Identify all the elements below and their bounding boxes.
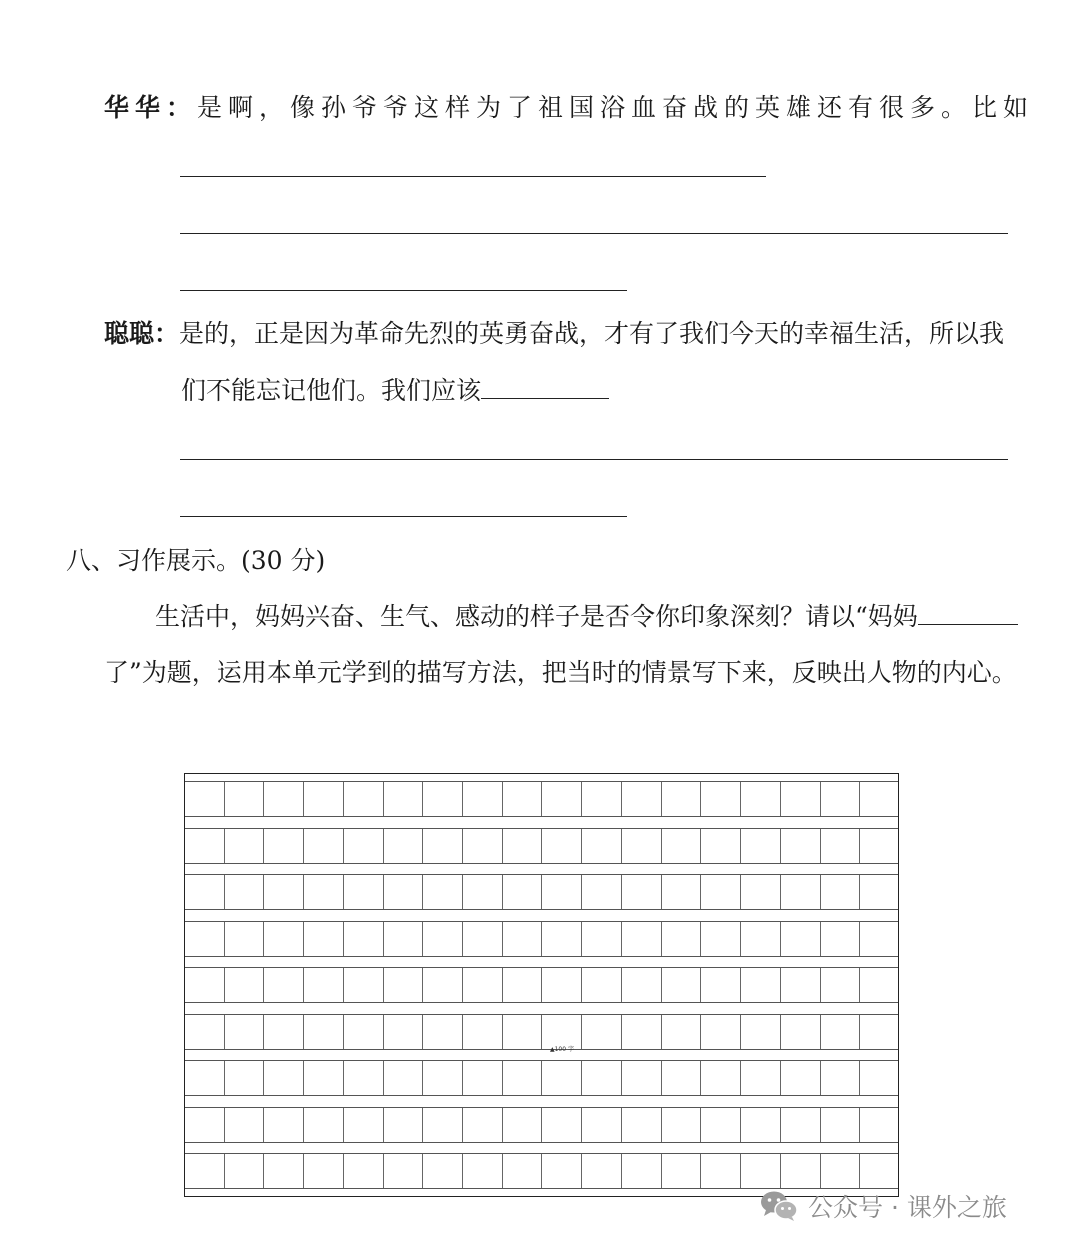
writing-grid[interactable] [184, 773, 899, 1197]
grid-cell[interactable] [662, 1108, 702, 1142]
grid-cell[interactable] [582, 968, 622, 1002]
grid-cell[interactable] [781, 782, 821, 816]
grid-cell[interactable] [622, 1061, 662, 1095]
grid-cell[interactable] [423, 875, 463, 909]
grid-cell[interactable] [225, 968, 265, 1002]
grid-cell[interactable] [344, 1015, 384, 1049]
grid-cell[interactable] [463, 875, 503, 909]
grid-cell[interactable] [304, 782, 344, 816]
grid-cell[interactable] [304, 829, 344, 863]
grid-cell[interactable] [384, 829, 424, 863]
grid-cell[interactable] [741, 1015, 781, 1049]
grid-cell[interactable] [264, 829, 304, 863]
grid-cell[interactable] [662, 829, 702, 863]
grid-cell[interactable] [503, 829, 543, 863]
grid-cell[interactable] [741, 968, 781, 1002]
grid-cell[interactable] [701, 782, 741, 816]
grid-cell[interactable] [304, 922, 344, 956]
grid-cell[interactable] [423, 1061, 463, 1095]
grid-cell[interactable] [741, 1108, 781, 1142]
grid-cell[interactable] [264, 875, 304, 909]
grid-cell[interactable] [423, 1015, 463, 1049]
grid-cell[interactable] [304, 1154, 344, 1188]
grid-cell[interactable] [821, 1108, 861, 1142]
grid-cell[interactable] [384, 1108, 424, 1142]
grid-row [185, 967, 898, 1003]
speaker-huahua: 华华： [104, 93, 198, 122]
grid-cell[interactable] [344, 829, 384, 863]
grid-cell[interactable] [821, 829, 861, 863]
grid-cell[interactable] [781, 922, 821, 956]
grid-cell[interactable] [304, 875, 344, 909]
grid-cell[interactable] [662, 1015, 702, 1049]
wechat-icon [760, 1190, 798, 1222]
grid-row [185, 1153, 898, 1189]
grid-cell[interactable] [264, 1154, 304, 1188]
grid-cell[interactable] [384, 1061, 424, 1095]
grid-cell[interactable] [622, 1108, 662, 1142]
grid-cell[interactable] [781, 1061, 821, 1095]
grid-row [185, 1060, 898, 1096]
grid-cell[interactable] [741, 829, 781, 863]
grid-cell[interactable] [503, 1154, 543, 1188]
grid-cell[interactable] [423, 968, 463, 1002]
grid-cell[interactable] [701, 1108, 741, 1142]
answer-line-huahua-3[interactable] [180, 290, 627, 291]
grid-cell[interactable] [185, 875, 225, 909]
grid-cell[interactable] [423, 829, 463, 863]
answer-line-congcong-2[interactable] [180, 516, 627, 517]
grid-cell[interactable] [384, 782, 424, 816]
prompt-line-2: 了”为题，运用本单元学到的描写方法，把当时的情景写下来，反映出人物的内心。 [104, 658, 1017, 687]
grid-cell[interactable] [701, 1015, 741, 1049]
grid-cell[interactable] [860, 829, 899, 863]
grid-cell[interactable] [185, 1108, 225, 1142]
grid-cell[interactable] [860, 922, 899, 956]
grid-cell[interactable] [344, 875, 384, 909]
grid-cell[interactable] [781, 1108, 821, 1142]
grid-cell[interactable] [860, 968, 899, 1002]
congcong-text-2: 们不能忘记他们。我们应该 [181, 376, 482, 405]
grid-cell[interactable] [503, 1061, 543, 1095]
grid-cell[interactable] [225, 1154, 265, 1188]
watermark-text: 公众号 · 课外之旅 [808, 1193, 1007, 1222]
grid-cell[interactable] [582, 1108, 622, 1142]
grid-cell[interactable] [503, 875, 543, 909]
grid-cell[interactable] [542, 1154, 582, 1188]
answer-line-huahua-2[interactable] [180, 233, 1008, 234]
grid-cell[interactable] [542, 1061, 582, 1095]
grid-cell[interactable] [264, 1108, 304, 1142]
grid-cell[interactable] [781, 1015, 821, 1049]
grid-cell[interactable] [344, 1154, 384, 1188]
grid-cell[interactable] [662, 1061, 702, 1095]
congcong-text-1: 是的，正是因为革命先烈的英勇奋战，才有了我们今天的幸福生活，所以我 [179, 319, 1005, 348]
grid-cell[interactable] [542, 1015, 582, 1049]
grid-cell[interactable] [622, 1015, 662, 1049]
title-blank[interactable] [918, 602, 1018, 625]
grid-cell[interactable] [185, 829, 225, 863]
grid-cell[interactable] [860, 1061, 899, 1095]
grid-row [185, 781, 898, 817]
grid-row [185, 828, 898, 864]
grid-cell[interactable] [463, 1015, 503, 1049]
grid-cell[interactable] [344, 782, 384, 816]
word-count-marker: ▲100 字 [550, 1046, 574, 1053]
grid-cell[interactable] [225, 922, 265, 956]
grid-cell[interactable] [622, 829, 662, 863]
grid-cell[interactable] [423, 922, 463, 956]
grid-cell[interactable] [662, 782, 702, 816]
answer-line-congcong-1[interactable] [180, 459, 1008, 460]
grid-cell[interactable] [662, 968, 702, 1002]
grid-cell[interactable] [503, 1108, 543, 1142]
grid-cell[interactable] [225, 1061, 265, 1095]
grid-cell[interactable] [542, 875, 582, 909]
grid-cell[interactable] [582, 875, 622, 909]
grid-row [185, 874, 898, 910]
grid-cell[interactable] [821, 968, 861, 1002]
grid-cell[interactable] [384, 1015, 424, 1049]
grid-cell[interactable] [225, 875, 265, 909]
grid-cell[interactable] [463, 968, 503, 1002]
grid-cell[interactable] [741, 1061, 781, 1095]
grid-cell[interactable] [701, 875, 741, 909]
grid-cell[interactable] [542, 782, 582, 816]
grid-cell[interactable] [423, 782, 463, 816]
grid-cell[interactable] [741, 782, 781, 816]
grid-cell[interactable] [781, 875, 821, 909]
grid-cell[interactable] [384, 1154, 424, 1188]
grid-cell[interactable] [264, 968, 304, 1002]
grid-cell[interactable] [622, 922, 662, 956]
grid-cell[interactable] [185, 1015, 225, 1049]
grid-cell[interactable] [503, 922, 543, 956]
grid-cell[interactable] [622, 968, 662, 1002]
grid-cell[interactable] [582, 829, 622, 863]
grid-cell[interactable] [860, 875, 899, 909]
grid-cell[interactable] [264, 1015, 304, 1049]
grid-cell[interactable] [821, 875, 861, 909]
grid-cell[interactable] [185, 922, 225, 956]
grid-cell[interactable] [463, 922, 503, 956]
grid-row [185, 921, 898, 957]
grid-cell[interactable] [264, 782, 304, 816]
grid-cell[interactable] [622, 1154, 662, 1188]
grid-cell[interactable] [582, 782, 622, 816]
grid-cell[interactable] [662, 922, 702, 956]
answer-line-huahua-1[interactable] [180, 176, 766, 177]
grid-cell[interactable] [781, 1154, 821, 1188]
grid-cell[interactable] [542, 829, 582, 863]
grid-cell[interactable] [701, 1154, 741, 1188]
grid-cell[interactable] [582, 1061, 622, 1095]
grid-cell[interactable] [622, 782, 662, 816]
grid-cell[interactable] [860, 1015, 899, 1049]
grid-cell[interactable] [463, 1061, 503, 1095]
grid-cell[interactable] [582, 1154, 622, 1188]
grid-cell[interactable] [860, 1108, 899, 1142]
grid-cell[interactable] [741, 922, 781, 956]
grid-cell[interactable] [781, 829, 821, 863]
prompt-line-1 [155, 601, 1018, 633]
huahua-text: 是啊，像孙爷爷这样为了祖国浴血奋战的英雄还有很多。比如 [197, 93, 1035, 122]
grid-cell[interactable] [463, 1154, 503, 1188]
grid-cell[interactable] [225, 829, 265, 863]
grid-cell[interactable] [423, 1108, 463, 1142]
grid-cell[interactable] [741, 875, 781, 909]
grid-cell[interactable] [304, 1015, 344, 1049]
prompt-text-1: 生活中，妈妈兴奋、生气、感动的样子是否令你印象深刻？请以“妈妈 [155, 602, 918, 631]
grid-cell[interactable] [781, 968, 821, 1002]
grid-cell[interactable] [344, 968, 384, 1002]
grid-cell[interactable] [582, 1015, 622, 1049]
grid-cell[interactable] [503, 782, 543, 816]
grid-row [185, 1014, 898, 1050]
grid-cell[interactable] [264, 922, 304, 956]
grid-cell[interactable] [701, 829, 741, 863]
grid-cell[interactable] [821, 782, 861, 816]
grid-cell[interactable] [662, 875, 702, 909]
grid-cell[interactable] [701, 1061, 741, 1095]
grid-cell[interactable] [542, 1108, 582, 1142]
grid-cell[interactable] [225, 1015, 265, 1049]
huahua-line [104, 92, 1034, 124]
grid-cell[interactable] [701, 968, 741, 1002]
grid-cell[interactable] [582, 922, 622, 956]
grid-cell[interactable] [225, 782, 265, 816]
grid-cell[interactable] [821, 1154, 861, 1188]
grid-cell[interactable] [821, 1061, 861, 1095]
grid-cell[interactable] [542, 922, 582, 956]
grid-cell[interactable] [503, 968, 543, 1002]
grid-cell[interactable] [185, 1061, 225, 1095]
grid-cell[interactable] [344, 1108, 384, 1142]
grid-cell[interactable] [384, 922, 424, 956]
grid-cell[interactable] [185, 968, 225, 1002]
grid-cell[interactable] [344, 922, 384, 956]
speaker-congcong: 聪聪： [104, 319, 180, 348]
grid-cell[interactable] [344, 1061, 384, 1095]
grid-cell[interactable] [304, 968, 344, 1002]
grid-cell[interactable] [185, 782, 225, 816]
grid-cell[interactable] [423, 1154, 463, 1188]
grid-cell[interactable] [701, 922, 741, 956]
grid-cell[interactable] [304, 1108, 344, 1142]
grid-cell[interactable] [463, 829, 503, 863]
grid-row [185, 1107, 898, 1143]
grid-cell[interactable] [463, 1108, 503, 1142]
grid-cell[interactable] [622, 875, 662, 909]
grid-cell[interactable] [821, 922, 861, 956]
congcong-line-1 [104, 318, 1004, 350]
grid-cell[interactable] [384, 875, 424, 909]
grid-cell[interactable] [860, 782, 899, 816]
grid-cell[interactable] [185, 1154, 225, 1188]
grid-cell[interactable] [384, 968, 424, 1002]
grid-cell[interactable] [821, 1015, 861, 1049]
grid-cell[interactable] [542, 968, 582, 1002]
grid-cell[interactable] [463, 782, 503, 816]
grid-cell[interactable] [662, 1154, 702, 1188]
section-heading: 八、习作展示。(30 分) [66, 546, 326, 575]
grid-cell[interactable] [304, 1061, 344, 1095]
congcong-line-2 [181, 375, 609, 407]
grid-cell[interactable] [741, 1154, 781, 1188]
grid-cell[interactable] [264, 1061, 304, 1095]
grid-cell[interactable] [503, 1015, 543, 1049]
grid-cell[interactable] [225, 1108, 265, 1142]
watermark [760, 1188, 1007, 1224]
answer-blank-congcong-inline[interactable] [481, 376, 609, 399]
grid-cell[interactable] [860, 1154, 899, 1188]
